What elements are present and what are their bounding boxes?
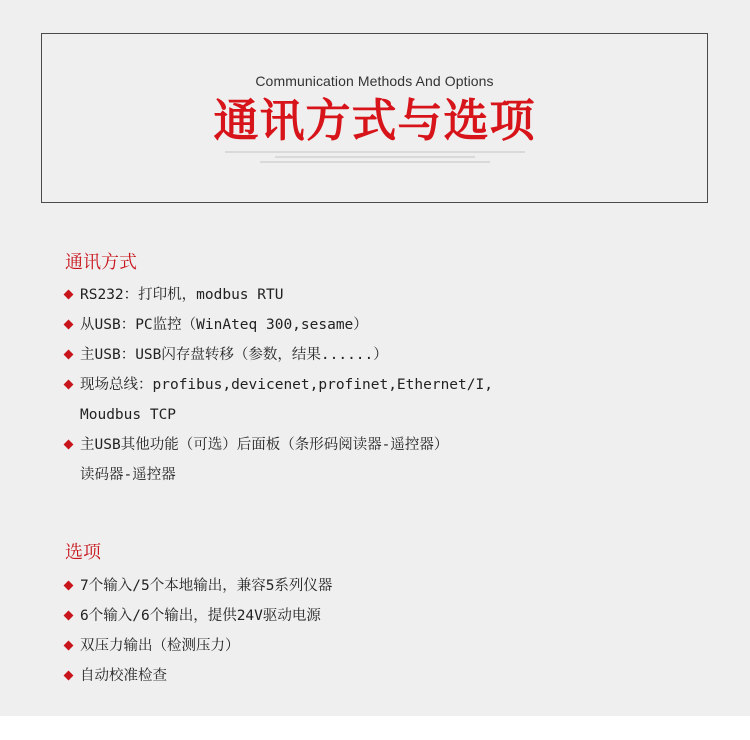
list-item-text: 7个输入/5个本地输出，兼容5系列仪器 (80, 578, 333, 594)
decorative-line (225, 151, 525, 153)
list-item (65, 340, 493, 370)
bullet-diamond-icon (64, 380, 74, 390)
bullet-diamond-icon (64, 641, 74, 651)
list-item-text-continued: Moudbus TCP (80, 407, 177, 423)
list-item (65, 370, 493, 430)
bullet-diamond-icon (64, 290, 74, 300)
options-list (65, 571, 332, 691)
list-item (65, 310, 493, 340)
list-item-text: 从USB：PC监控（WinAteq 300,sesame） (80, 317, 368, 333)
list-item (65, 430, 493, 490)
list-item-text: 自动校准检查 (80, 668, 167, 684)
list-item-text: 主USB：USB闪存盘转移（参数，结果......） (80, 347, 388, 363)
bullet-diamond-icon (64, 350, 74, 360)
bullet-diamond-icon (64, 320, 74, 330)
decorative-lines (42, 151, 707, 166)
decorative-line (275, 156, 475, 158)
list-item (65, 280, 493, 310)
list-item-text: 6个输入/6个输出，提供24V驱动电源 (80, 608, 321, 624)
list-item-text-continued: 读码器-遥控器 (80, 467, 176, 483)
section-title-options: 选项 (65, 542, 101, 563)
header-title: 通讯方式与选项 (213, 94, 536, 147)
bullet-diamond-icon (64, 581, 74, 591)
list-item-text: 双压力输出（检测压力） (80, 638, 240, 654)
bullet-diamond-icon (64, 671, 74, 681)
decorative-line (260, 161, 490, 163)
list-item-text: 现场总线：profibus,devicenet,profinet,Ethernet/I, (80, 377, 493, 393)
list-item (65, 661, 332, 691)
communication-list (65, 280, 493, 490)
bullet-diamond-icon (64, 440, 74, 450)
bullet-diamond-icon (64, 611, 74, 621)
list-item-text: 主USB其他功能（可选）后面板（条形码阅读器-遥控器） (80, 437, 449, 453)
list-item-text: RS232：打印机，modbus RTU (80, 287, 284, 303)
header-subtitle: Communication Methods And Options (255, 73, 494, 89)
section-title-communication: 通讯方式 (65, 252, 137, 273)
list-item (65, 631, 332, 661)
list-item (65, 601, 332, 631)
header-banner (41, 33, 708, 203)
list-item (65, 571, 332, 601)
